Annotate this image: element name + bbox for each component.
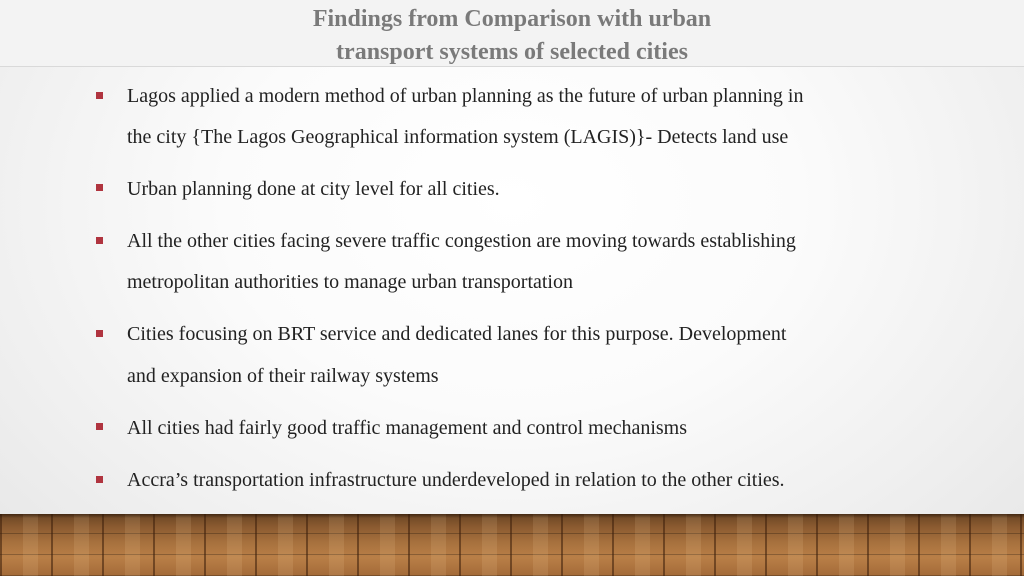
bullet-marker (96, 92, 103, 99)
slide-title-line-2: transport systems of selected cities (336, 39, 688, 65)
bullet-1-line-2: the city {The Lagos Geographical information system (LAGIS)}- Detects land use (127, 126, 789, 148)
bullet-marker (96, 330, 103, 337)
bullet-3-line-2: metropolitan authorities to manage urban transportation (127, 271, 573, 293)
bullet-6-line-1: Accra’s transportation infrastructure underdeveloped in relation to the other cities. (127, 469, 785, 491)
bullet-5-line-1: All cities had fairly good traffic management and control mechanisms (127, 417, 688, 439)
bullet-marker (96, 423, 103, 430)
bullet-marker (96, 184, 103, 191)
bullet-1-line-1: Lagos applied a modern method of urban planning as the future of urban planning in (127, 85, 804, 107)
wood-floor-background (0, 514, 1024, 576)
bullet-marker (96, 237, 103, 244)
bullet-4-line-1: Cities focusing on BRT service and dedicated lanes for this purpose. Development (127, 323, 787, 345)
bullet-marker (96, 476, 103, 483)
floor-shadow (0, 514, 1024, 518)
bullet-3-line-1: All the other cities facing severe traffic congestion are moving towards establishing (127, 230, 796, 252)
bullet-4-line-2: and expansion of their railway systems (127, 365, 439, 387)
slide-title-line-1: Findings from Comparison with urban (312, 6, 712, 32)
bullet-2-line-1: Urban planning done at city level for all cities. (127, 178, 500, 200)
